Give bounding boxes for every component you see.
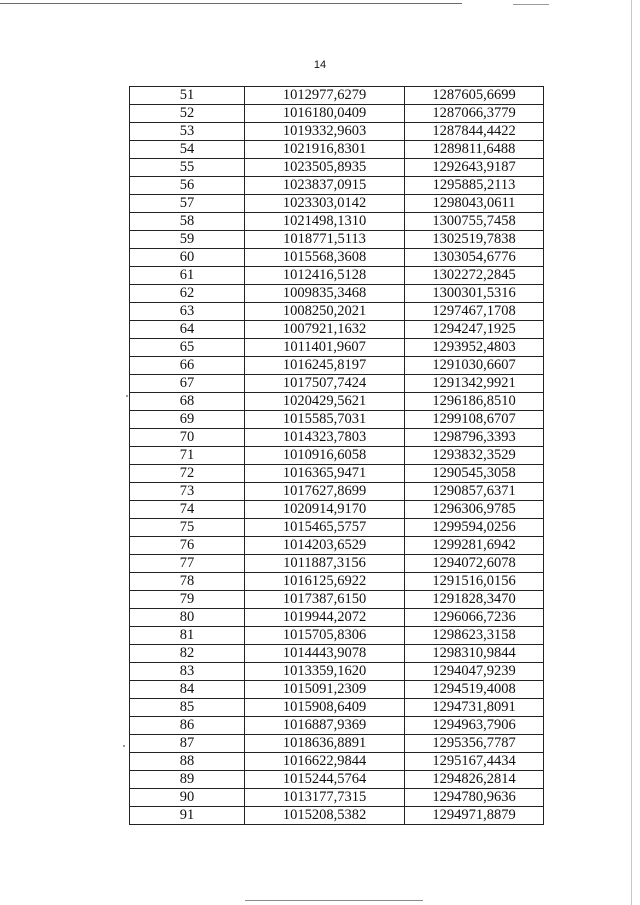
point-number-cell: 68	[130, 393, 245, 411]
point-number-cell: 73	[130, 483, 245, 501]
y-coordinate-cell: 1294780,9636	[405, 789, 544, 807]
y-coordinate-cell: 1300301,5316	[405, 285, 544, 303]
coordinates-table	[129, 86, 544, 825]
x-coordinate-cell: 1019332,9603	[245, 123, 405, 141]
y-coordinate-cell: 1299594,0256	[405, 519, 544, 537]
y-coordinate-cell: 1295167,4434	[405, 753, 544, 771]
table-row	[130, 105, 544, 123]
table-row	[130, 771, 544, 789]
point-number-cell: 91	[130, 807, 245, 825]
x-coordinate-cell: 1015091,2309	[245, 681, 405, 699]
x-coordinate-cell: 1013359,1620	[245, 663, 405, 681]
point-number-cell: 84	[130, 681, 245, 699]
point-number-cell: 66	[130, 357, 245, 375]
x-coordinate-cell: 1020429,5621	[245, 393, 405, 411]
table-row	[130, 717, 544, 735]
table-row	[130, 537, 544, 555]
table-row	[130, 519, 544, 537]
x-coordinate-cell: 1023505,8935	[245, 159, 405, 177]
table-row	[130, 609, 544, 627]
y-coordinate-cell: 1290545,3058	[405, 465, 544, 483]
y-coordinate-cell: 1299108,6707	[405, 411, 544, 429]
x-coordinate-cell: 1010916,6058	[245, 447, 405, 465]
y-coordinate-cell: 1295885,2113	[405, 177, 544, 195]
y-coordinate-cell: 1294971,8879	[405, 807, 544, 825]
page-number: 14	[313, 59, 327, 71]
y-coordinate-cell: 1294826,2814	[405, 771, 544, 789]
point-number-cell: 56	[130, 177, 245, 195]
table-row	[130, 87, 544, 105]
x-coordinate-cell: 1015705,8306	[245, 627, 405, 645]
point-number-cell: 59	[130, 231, 245, 249]
x-coordinate-cell: 1008250,2021	[245, 303, 405, 321]
x-coordinate-cell: 1015465,5757	[245, 519, 405, 537]
y-coordinate-cell: 1291828,3470	[405, 591, 544, 609]
point-number-cell: 55	[130, 159, 245, 177]
point-number-cell: 54	[130, 141, 245, 159]
x-coordinate-cell: 1014323,7803	[245, 429, 405, 447]
table-row	[130, 591, 544, 609]
table-row	[130, 249, 544, 267]
point-number-cell: 77	[130, 555, 245, 573]
table-row	[130, 267, 544, 285]
scan-edge-right	[631, 0, 632, 905]
point-number-cell: 53	[130, 123, 245, 141]
scan-border-top	[0, 3, 462, 4]
x-coordinate-cell: 1007921,1632	[245, 321, 405, 339]
point-number-cell: 69	[130, 411, 245, 429]
point-number-cell: 87	[130, 735, 245, 753]
point-number-cell: 63	[130, 303, 245, 321]
point-number-cell: 76	[130, 537, 245, 555]
point-number-cell: 80	[130, 609, 245, 627]
y-coordinate-cell: 1287844,4422	[405, 123, 544, 141]
x-coordinate-cell: 1012416,5128	[245, 267, 405, 285]
table-row	[130, 501, 544, 519]
table-row	[130, 429, 544, 447]
x-coordinate-cell: 1017507,7424	[245, 375, 405, 393]
point-number-cell: 82	[130, 645, 245, 663]
y-coordinate-cell: 1298796,3393	[405, 429, 544, 447]
x-coordinate-cell: 1015568,3608	[245, 249, 405, 267]
table-row	[130, 681, 544, 699]
point-number-cell: 81	[130, 627, 245, 645]
x-coordinate-cell: 1018771,5113	[245, 231, 405, 249]
point-number-cell: 60	[130, 249, 245, 267]
scan-border-bottom	[245, 900, 423, 901]
x-coordinate-cell: 1016365,9471	[245, 465, 405, 483]
point-number-cell: 70	[130, 429, 245, 447]
x-coordinate-cell: 1011887,3156	[245, 555, 405, 573]
x-coordinate-cell: 1021916,8301	[245, 141, 405, 159]
table-row	[130, 375, 544, 393]
x-coordinate-cell: 1023303,0142	[245, 195, 405, 213]
x-coordinate-cell: 1016887,9369	[245, 717, 405, 735]
table-row	[130, 393, 544, 411]
x-coordinate-cell: 1017627,8699	[245, 483, 405, 501]
y-coordinate-cell: 1294247,1925	[405, 321, 544, 339]
point-number-cell: 61	[130, 267, 245, 285]
point-number-cell: 62	[130, 285, 245, 303]
point-number-cell: 72	[130, 465, 245, 483]
y-coordinate-cell: 1291516,0156	[405, 573, 544, 591]
x-coordinate-cell: 1015244,5764	[245, 771, 405, 789]
table-row	[130, 123, 544, 141]
table-row	[130, 789, 544, 807]
x-coordinate-cell: 1015208,5382	[245, 807, 405, 825]
point-number-cell: 67	[130, 375, 245, 393]
scan-speck	[123, 745, 125, 747]
y-coordinate-cell: 1299281,6942	[405, 537, 544, 555]
x-coordinate-cell: 1015585,7031	[245, 411, 405, 429]
point-number-cell: 75	[130, 519, 245, 537]
y-coordinate-cell: 1290857,6371	[405, 483, 544, 501]
y-coordinate-cell: 1289811,6488	[405, 141, 544, 159]
x-coordinate-cell: 1015908,6409	[245, 699, 405, 717]
table-row	[130, 735, 544, 753]
y-coordinate-cell: 1294731,8091	[405, 699, 544, 717]
y-coordinate-cell: 1294963,7906	[405, 717, 544, 735]
x-coordinate-cell: 1011401,9607	[245, 339, 405, 357]
table-row	[130, 339, 544, 357]
table-row	[130, 321, 544, 339]
y-coordinate-cell: 1302519,7838	[405, 231, 544, 249]
y-coordinate-cell: 1297467,1708	[405, 303, 544, 321]
y-coordinate-cell: 1294519,4008	[405, 681, 544, 699]
table-row	[130, 627, 544, 645]
table-row	[130, 285, 544, 303]
table-row	[130, 483, 544, 501]
x-coordinate-cell: 1009835,3468	[245, 285, 405, 303]
x-coordinate-cell: 1018636,8891	[245, 735, 405, 753]
y-coordinate-cell: 1296186,8510	[405, 393, 544, 411]
table-body	[130, 87, 544, 825]
point-number-cell: 52	[130, 105, 245, 123]
table-row	[130, 213, 544, 231]
y-coordinate-cell: 1303054,6776	[405, 249, 544, 267]
x-coordinate-cell: 1013177,7315	[245, 789, 405, 807]
scan-speck	[126, 395, 128, 397]
table-row	[130, 141, 544, 159]
table-row	[130, 159, 544, 177]
y-coordinate-cell: 1295356,7787	[405, 735, 544, 753]
x-coordinate-cell: 1021498,1310	[245, 213, 405, 231]
table-row	[130, 663, 544, 681]
table-row	[130, 177, 544, 195]
point-number-cell: 86	[130, 717, 245, 735]
y-coordinate-cell: 1298623,3158	[405, 627, 544, 645]
point-number-cell: 57	[130, 195, 245, 213]
y-coordinate-cell: 1287605,6699	[405, 87, 544, 105]
point-number-cell: 74	[130, 501, 245, 519]
table-row	[130, 555, 544, 573]
point-number-cell: 64	[130, 321, 245, 339]
table-row	[130, 807, 544, 825]
table-row	[130, 573, 544, 591]
point-number-cell: 78	[130, 573, 245, 591]
y-coordinate-cell: 1300755,7458	[405, 213, 544, 231]
scan-border-top-right	[513, 4, 549, 5]
x-coordinate-cell: 1020914,9170	[245, 501, 405, 519]
x-coordinate-cell: 1016245,8197	[245, 357, 405, 375]
y-coordinate-cell: 1293952,4803	[405, 339, 544, 357]
x-coordinate-cell: 1012977,6279	[245, 87, 405, 105]
x-coordinate-cell: 1016622,9844	[245, 753, 405, 771]
y-coordinate-cell: 1296066,7236	[405, 609, 544, 627]
table-row	[130, 753, 544, 771]
y-coordinate-cell: 1291030,6607	[405, 357, 544, 375]
table-row	[130, 645, 544, 663]
x-coordinate-cell: 1019944,2072	[245, 609, 405, 627]
y-coordinate-cell: 1294072,6078	[405, 555, 544, 573]
y-coordinate-cell: 1298043,0611	[405, 195, 544, 213]
point-number-cell: 88	[130, 753, 245, 771]
table-row	[130, 411, 544, 429]
x-coordinate-cell: 1016125,6922	[245, 573, 405, 591]
point-number-cell: 71	[130, 447, 245, 465]
point-number-cell: 58	[130, 213, 245, 231]
x-coordinate-cell: 1023837,0915	[245, 177, 405, 195]
y-coordinate-cell: 1287066,3779	[405, 105, 544, 123]
table-row	[130, 303, 544, 321]
y-coordinate-cell: 1302272,2845	[405, 267, 544, 285]
point-number-cell: 89	[130, 771, 245, 789]
table-row	[130, 195, 544, 213]
table-row	[130, 231, 544, 249]
y-coordinate-cell: 1294047,9239	[405, 663, 544, 681]
point-number-cell: 79	[130, 591, 245, 609]
y-coordinate-cell: 1292643,9187	[405, 159, 544, 177]
x-coordinate-cell: 1017387,6150	[245, 591, 405, 609]
y-coordinate-cell: 1293832,3529	[405, 447, 544, 465]
table-row	[130, 699, 544, 717]
x-coordinate-cell: 1016180,0409	[245, 105, 405, 123]
table-row	[130, 447, 544, 465]
y-coordinate-cell: 1298310,9844	[405, 645, 544, 663]
x-coordinate-cell: 1014203,6529	[245, 537, 405, 555]
point-number-cell: 83	[130, 663, 245, 681]
point-number-cell: 90	[130, 789, 245, 807]
table-row	[130, 465, 544, 483]
y-coordinate-cell: 1296306,9785	[405, 501, 544, 519]
table-row	[130, 357, 544, 375]
point-number-cell: 51	[130, 87, 245, 105]
x-coordinate-cell: 1014443,9078	[245, 645, 405, 663]
y-coordinate-cell: 1291342,9921	[405, 375, 544, 393]
point-number-cell: 65	[130, 339, 245, 357]
point-number-cell: 85	[130, 699, 245, 717]
